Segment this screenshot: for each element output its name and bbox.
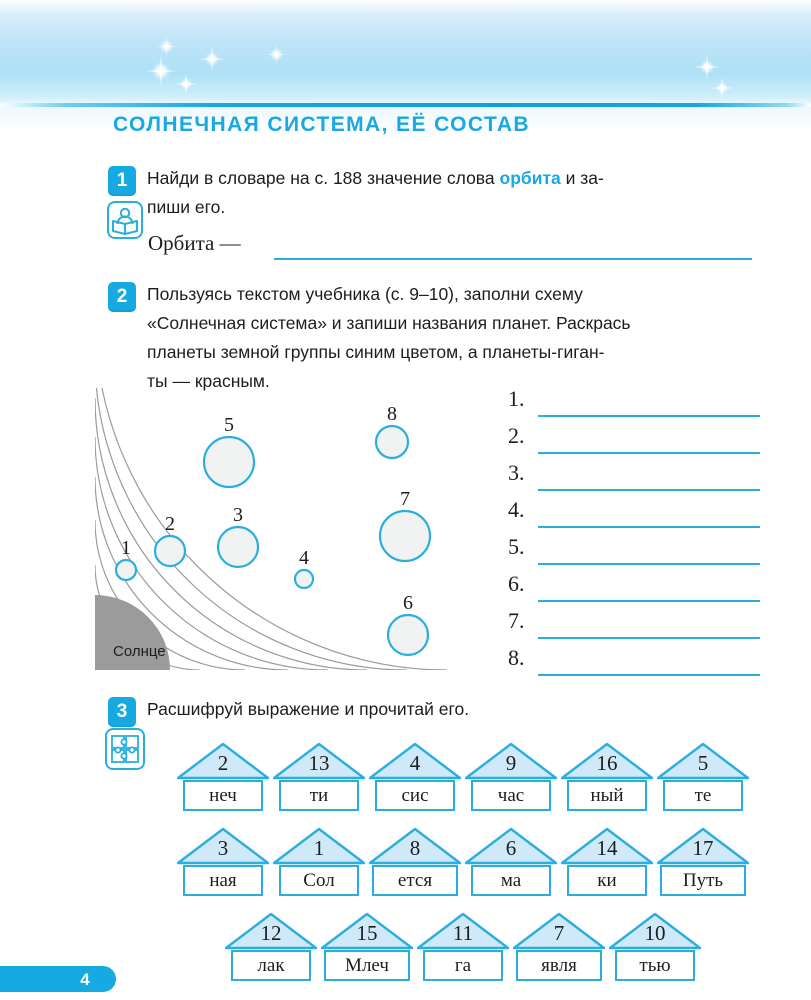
house-roof — [320, 912, 414, 950]
house-card[interactable] — [608, 912, 702, 981]
task-1-text-line1: Найди в словаре на с. 188 значение слова — [147, 168, 500, 188]
house-card[interactable] — [272, 742, 366, 811]
task-1-text-line1-tail: и за- — [560, 168, 604, 188]
planet-circle-2[interactable] — [155, 536, 185, 566]
page-title: СОЛНЕЧНАЯ СИСТЕМА, ЕЁ СОСТАВ — [113, 113, 530, 136]
house-number: 17 — [692, 836, 714, 860]
house-roof — [464, 827, 558, 865]
answer-write-line-1[interactable] — [538, 415, 760, 417]
sun-label: Солнце — [113, 643, 166, 660]
planet-label-3: 3 — [233, 504, 243, 526]
house-card[interactable] — [176, 742, 270, 811]
task-1-text-line2: пиши его. — [147, 197, 226, 217]
task-2-text — [147, 280, 762, 396]
star-decoration — [716, 82, 728, 94]
house-card[interactable] — [176, 827, 270, 896]
house-card[interactable] — [320, 912, 414, 981]
house-number: 7 — [553, 921, 565, 945]
page-number: 4 — [80, 970, 90, 989]
house-syllable: ный — [567, 780, 647, 811]
house-syllable: ти — [279, 780, 359, 811]
answer-number-6: 6. — [508, 571, 525, 596]
planet-circle-6[interactable] — [388, 615, 428, 655]
planet-circle-1[interactable] — [116, 560, 136, 580]
reading-person-icon — [106, 200, 144, 240]
house-number: 1 — [313, 836, 325, 860]
house-cards-grid — [176, 742, 776, 997]
house-card[interactable] — [464, 742, 558, 811]
answer-number-8: 8. — [508, 645, 525, 670]
house-card[interactable] — [560, 827, 654, 896]
planet-answer-list — [508, 386, 763, 682]
house-roof — [176, 827, 270, 865]
planet-circle-4[interactable] — [295, 570, 313, 588]
house-card[interactable] — [416, 912, 510, 981]
house-roof — [608, 912, 702, 950]
house-roof — [368, 742, 462, 780]
star-decoration — [152, 62, 170, 80]
planet-label-4: 4 — [299, 547, 309, 569]
house-number: 4 — [409, 751, 421, 775]
house-row-2 — [176, 827, 776, 912]
answer-write-line-4[interactable] — [538, 526, 760, 528]
decorative-header-banner — [0, 0, 811, 105]
answer-number-7: 7. — [508, 608, 525, 633]
star-decoration — [160, 40, 173, 53]
planet-group — [116, 403, 430, 655]
answer-row-2 — [508, 423, 763, 460]
house-number: 11 — [452, 921, 474, 945]
house-syllable: Сол — [279, 865, 359, 896]
house-syllable: ется — [372, 865, 458, 896]
house-syllable: те — [663, 780, 743, 811]
answer-number-4: 4. — [508, 497, 525, 522]
task-1-keyword-orbita: орбита — [499, 168, 561, 188]
house-syllable: тью — [615, 950, 695, 981]
answer-row-6 — [508, 571, 763, 608]
house-number: 15 — [356, 921, 378, 945]
answer-write-line-3[interactable] — [538, 489, 760, 491]
house-syllable: ма — [471, 865, 551, 896]
answer-row-7 — [508, 608, 763, 645]
house-roof — [656, 742, 750, 780]
puzzle-icon — [104, 727, 146, 771]
house-syllable: явля — [516, 950, 602, 981]
planet-label-5: 5 — [224, 414, 234, 436]
answer-row-5 — [508, 534, 763, 571]
house-roof — [656, 827, 750, 865]
planet-circle-7[interactable] — [380, 511, 430, 561]
house-number: 2 — [217, 751, 229, 775]
answer-number-5: 5. — [508, 534, 525, 559]
house-card[interactable] — [368, 742, 462, 811]
house-roof — [464, 742, 558, 780]
house-card[interactable] — [368, 827, 462, 896]
star-decoration — [700, 60, 714, 74]
task-3-text-line1: Расшифруй выражение и прочитай его. — [147, 699, 470, 719]
planet-circle-3[interactable] — [218, 527, 258, 567]
house-number: 9 — [505, 751, 517, 775]
planet-circle-5[interactable] — [204, 437, 254, 487]
house-syllable: га — [423, 950, 503, 981]
house-syllable: лак — [231, 950, 311, 981]
house-number: 13 — [308, 751, 330, 775]
house-roof — [416, 912, 510, 950]
answer-number-2: 2. — [508, 423, 525, 448]
answer-number-3: 3. — [508, 460, 525, 485]
house-roof — [560, 827, 654, 865]
house-syllable: час — [471, 780, 551, 811]
planet-circle-8[interactable] — [376, 426, 408, 458]
answer-row-8 — [508, 645, 763, 682]
house-number: 12 — [260, 921, 282, 945]
planet-label-7: 7 — [400, 488, 410, 510]
house-roof — [272, 827, 366, 865]
answer-row-4 — [508, 497, 763, 534]
planet-label-6: 6 — [403, 592, 413, 614]
house-number: 16 — [596, 751, 618, 775]
planet-label-2: 2 — [165, 513, 175, 535]
house-number: 3 — [217, 836, 229, 860]
house-card[interactable] — [656, 742, 750, 811]
task-number-2: 2 — [108, 282, 136, 312]
house-syllable: ки — [567, 865, 647, 896]
house-card[interactable] — [656, 827, 750, 896]
house-card[interactable] — [512, 912, 606, 981]
house-card[interactable] — [224, 912, 318, 981]
task-2-text-line2: «Солнечная система» и запиши названия планет. Раскрась — [147, 313, 631, 333]
house-roof — [272, 742, 366, 780]
house-roof — [512, 912, 606, 950]
task-3-text — [147, 695, 747, 724]
house-number: 14 — [596, 836, 618, 860]
task-number-1: 1 — [108, 166, 136, 196]
solar-system-diagram — [95, 388, 485, 670]
house-row-3 — [176, 912, 776, 997]
answer-write-line-7[interactable] — [538, 637, 760, 639]
answer-write-line-8[interactable] — [538, 674, 760, 676]
task-2-text-line1: Пользуясь текстом учебника (с. 9–10), заполни схему — [147, 284, 583, 304]
house-number: 5 — [697, 751, 709, 775]
house-card[interactable] — [560, 742, 654, 811]
answer-write-line-5[interactable] — [538, 563, 760, 565]
house-syllable: Млеч — [324, 950, 410, 981]
orbita-answer-line[interactable] — [274, 258, 752, 260]
task-number-3: 3 — [108, 697, 136, 727]
house-number: 10 — [644, 921, 666, 945]
answer-row-1 — [508, 386, 763, 423]
task-1-text — [147, 164, 757, 222]
house-syllable: ная — [183, 865, 263, 896]
house-syllable: неч — [183, 780, 263, 811]
house-card[interactable] — [272, 827, 366, 896]
planet-label-1: 1 — [121, 537, 131, 559]
planet-label-8: 8 — [387, 403, 397, 425]
star-decoration — [205, 52, 219, 66]
answer-write-line-6[interactable] — [538, 600, 760, 602]
task-2-text-line4: ты — красным. — [147, 371, 270, 391]
house-card[interactable] — [464, 827, 558, 896]
answer-number-1: 1. — [508, 386, 525, 411]
answer-row-3 — [508, 460, 763, 497]
house-row-1 — [176, 742, 776, 827]
house-roof — [560, 742, 654, 780]
star-decoration — [180, 78, 192, 90]
house-syllable: Путь — [660, 865, 746, 896]
house-syllable: сис — [375, 780, 455, 811]
house-number: 8 — [409, 836, 421, 860]
solar-system-svg — [95, 388, 485, 670]
answer-write-line-2[interactable] — [538, 452, 760, 454]
house-number: 6 — [505, 836, 517, 860]
house-roof — [224, 912, 318, 950]
task-2-text-line3: планеты земной группы синим цветом, а планеты-гиган- — [147, 342, 605, 362]
orbita-answer-label: Орбита — — [148, 231, 241, 255]
house-roof — [176, 742, 270, 780]
house-roof — [368, 827, 462, 865]
star-decoration — [270, 48, 283, 61]
